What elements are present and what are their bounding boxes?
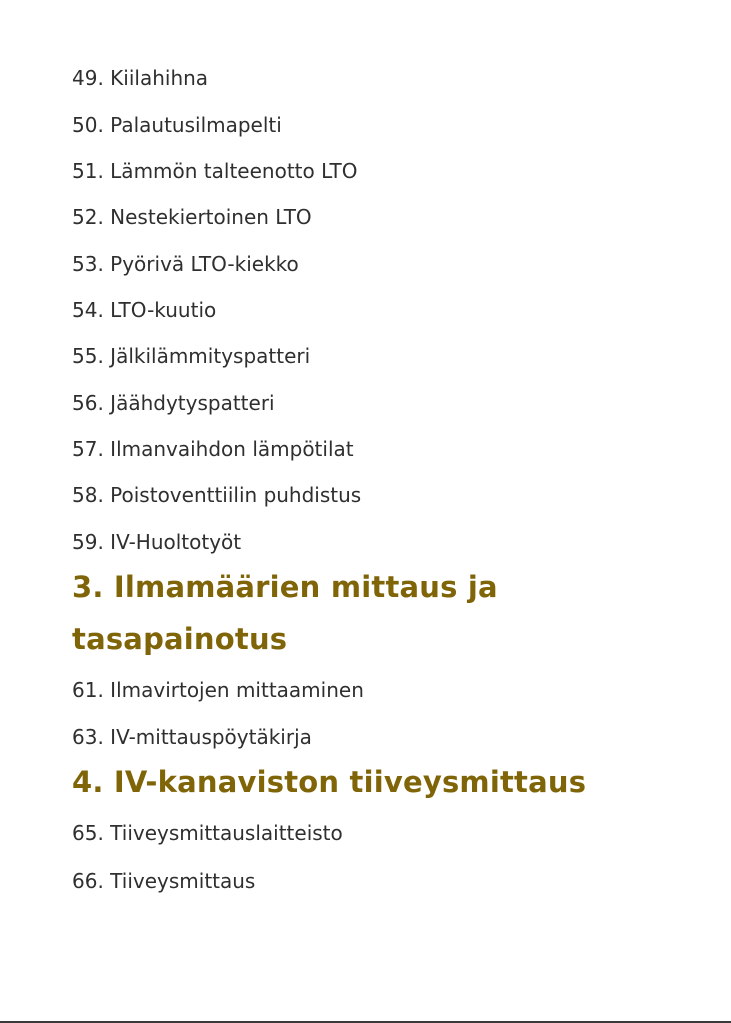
section-3-heading-line-1[interactable]: 3. Ilmamäärien mittaus ja: [72, 570, 498, 604]
toc-item-58[interactable]: 58. Poistoventtiilin puhdistus: [72, 483, 362, 507]
toc-item-61[interactable]: 61. Ilmavirtojen mittaaminen: [72, 678, 364, 702]
toc-item-65[interactable]: 65. Tiiveysmittauslaitteisto: [72, 821, 343, 845]
section-4-heading[interactable]: 4. IV-kanaviston tiiveysmittaus: [72, 765, 587, 799]
toc-item-56[interactable]: 56. Jäähdytyspatteri: [72, 391, 275, 415]
toc-item-57[interactable]: 57. Ilmanvaihdon lämpötilat: [72, 437, 354, 461]
toc-item-66[interactable]: 66. Tiiveysmittaus: [72, 869, 256, 893]
toc-item-63[interactable]: 63. IV-mittauspöytäkirja: [72, 725, 312, 749]
toc-item-53[interactable]: 53. Pyörivä LTO-kiekko: [72, 252, 299, 276]
section-3-heading-line-2[interactable]: tasapainotus: [72, 622, 288, 656]
toc-item-59[interactable]: 59. IV-Huoltotyöt: [72, 530, 242, 554]
toc-item-54[interactable]: 54. LTO-kuutio: [72, 298, 217, 322]
toc-item-50[interactable]: 50. Palautusilmapelti: [72, 113, 282, 137]
toc-item-52[interactable]: 52. Nestekiertoinen LTO: [72, 205, 312, 229]
toc-item-49[interactable]: 49. Kiilahihna: [72, 66, 209, 90]
toc-item-51[interactable]: 51. Lämmön talteenotto LTO: [72, 159, 358, 183]
toc-item-55[interactable]: 55. Jälkilämmityspatteri: [72, 344, 311, 368]
table-of-contents: [72, 0, 712, 1023]
